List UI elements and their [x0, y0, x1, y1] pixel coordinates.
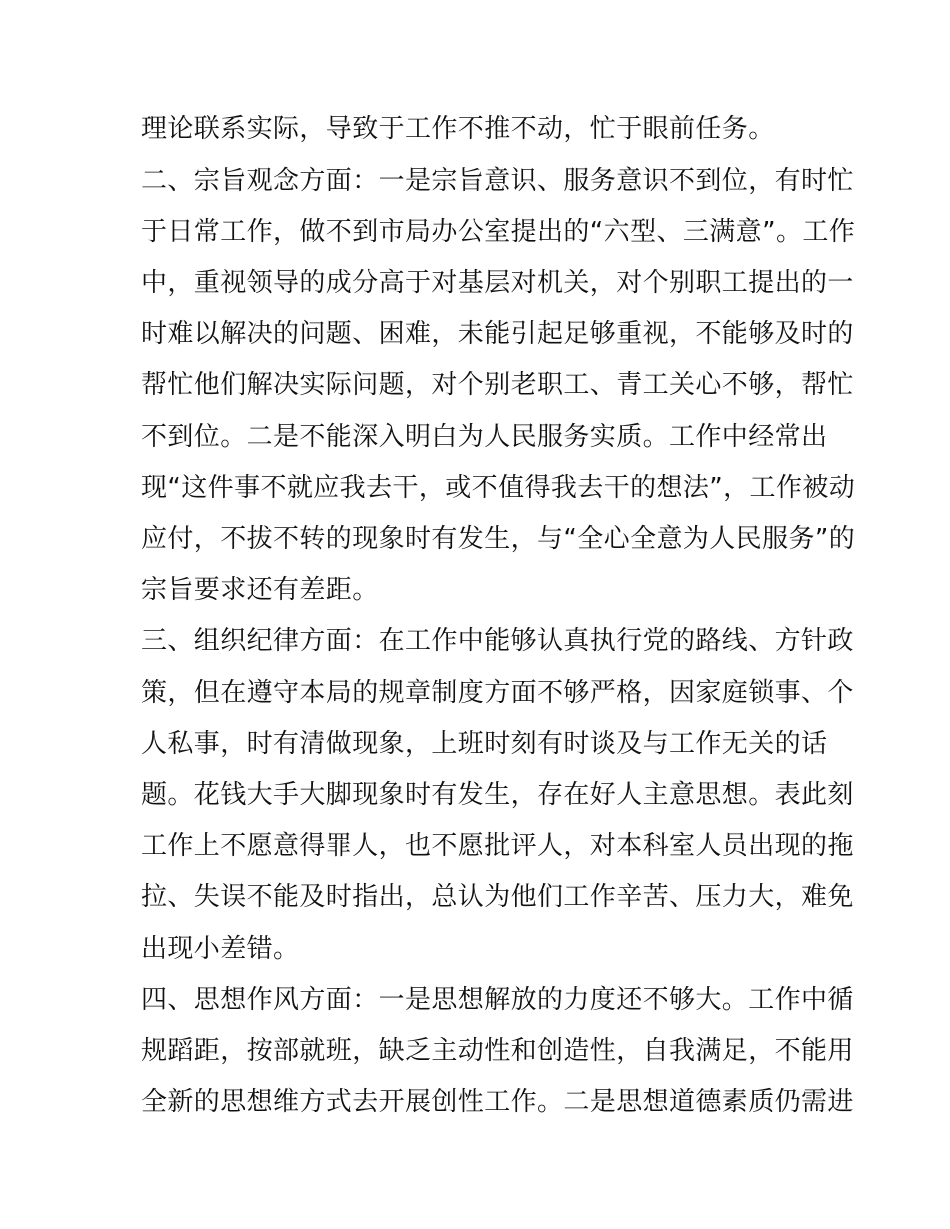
text-line: 工作上不愿意得罪人，也不愿批评人，对本科室人员出现的拖: [141, 831, 854, 861]
text-line: 中，重视领导的成分高于对基层对机关，对个别职工提出的一: [141, 268, 854, 298]
text-line: 人私事，时有清做现象，上班时刻有时谈及与工作无关的话: [141, 729, 828, 759]
text-line: 策，但在遵守本局的规章制度方面不够严格，因家庭锁事、个: [141, 678, 854, 708]
text-line: 题。花钱大手大脚现象时有发生，存在好人主意思想。表此刻: [141, 780, 854, 810]
text-line: 全新的思想维方式去开展创性工作。二是思想道德素质仍需进: [141, 1087, 854, 1117]
text-line: 不到位。二是不能深入明白为人民服务实质。工作中经常出: [141, 422, 828, 452]
text-line: 三、组织纪律方面：在工作中能够认真执行党的路线、方针政: [141, 626, 854, 656]
text-line: 时难以解决的问题、困难，未能引起足够重视，不能够及时的: [141, 319, 854, 349]
text-line: 理论联系实际，导致于工作不推不动，忙于眼前任务。: [141, 114, 775, 144]
text-line: 现“这件事不就应我去干，或不值得我去干的想法”，工作被动: [141, 473, 856, 503]
text-line: 于日常工作，做不到市局办公室提出的“六型、三满意”。工作: [141, 217, 856, 247]
text-line: 宗旨要求还有差距。: [141, 575, 379, 605]
text-line: 拉、失误不能及时指出，总认为他们工作辛苦、压力大，难免: [141, 882, 854, 912]
text-line: 帮忙他们解决实际问题，对个别老职工、青工关心不够，帮忙: [141, 370, 854, 400]
text-line: 二、宗旨观念方面：一是宗旨意识、服务意识不到位，有时忙: [141, 166, 854, 196]
text-line: 出现小差错。: [141, 934, 300, 964]
text-line: 规蹈距，按部就班，缺乏主动性和创造性，自我满足，不能用: [141, 1036, 854, 1066]
text-line: 应付，不拔不转的现象时有发生，与“全心全意为人民服务”的: [141, 524, 856, 554]
text-line: 四、思想作风方面：一是思想解放的力度还不够大。工作中循: [141, 985, 854, 1015]
